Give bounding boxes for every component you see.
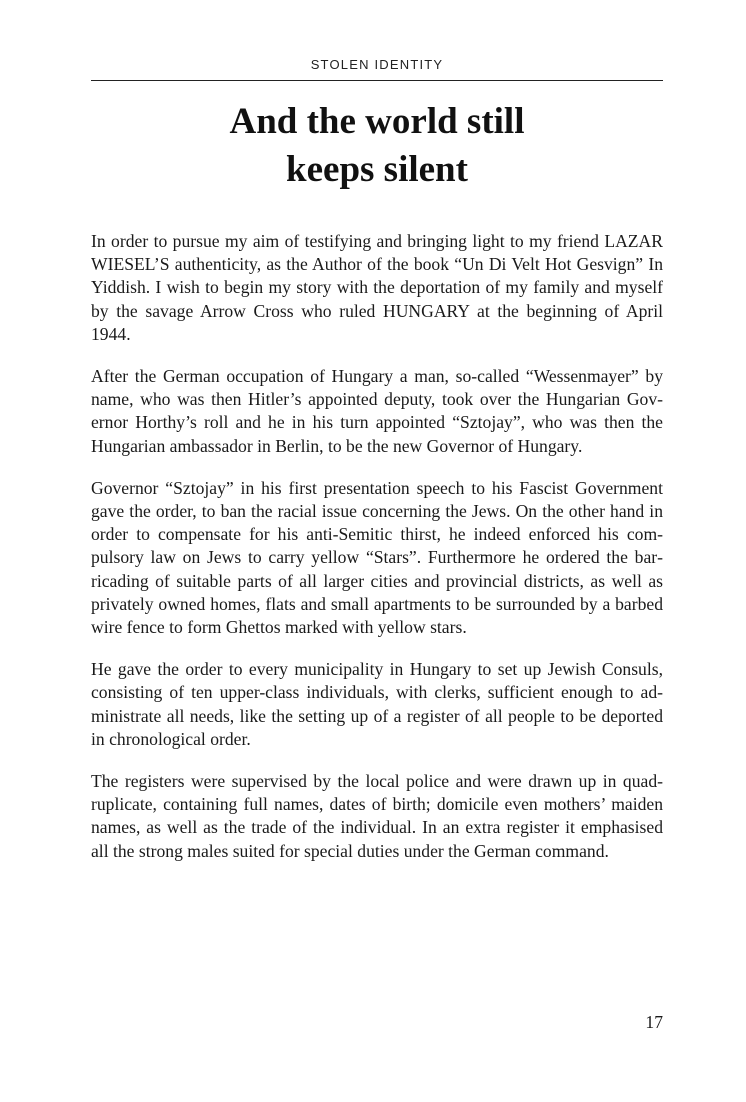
chapter-title-line-2: keeps silent: [286, 149, 468, 190]
chapter-title-line-1: And the world still: [229, 101, 525, 142]
paragraph-4: He gave the order to every municipality in Hungary to set up Jewish Consuls, consisting of ten upper-class individuals, with clerks, sufficient enough to administrate all needs, like the setting up of a register of all people to be deported in chronological order.: [91, 659, 663, 749]
paragraph-3: Governor “Sztojay” in his first presentation speech to his Fascist Government gave the order, to ban the racial issue concerning the Jews. On the other hand in order to compensate for his anti-Semitic thirst, he indeed enforced his compulsory law on Jews to carry yellow “Stars”. Furthermore he ordered the barricading of suitable parts of all larger cities and provincial districts, as well as privately owned homes, flats and small apartments to be surrounded by a barbed wire fence to form Ghettos marked with yellow stars.: [91, 477, 663, 638]
paragraph-1: In order to pursue my aim of testifying and bringing light to my friend LAZAR WIESEL’S authenticity, as the Author of the book “Un Di Velt Hot Gesvign” In Yiddish. I wish to begin my story with the deportation of my family and myself by the savage Arrow Cross who ruled HUNGARY at the beginning of April 1944.: [91, 231, 663, 344]
body-text: [91, 230, 663, 882]
running-head: STOLEN IDENTITY: [310, 57, 444, 72]
chapter-title: [91, 98, 663, 194]
paragraph-5: The registers were supervised by the local police and were drawn up in quadruplicate, containing full names, dates of birth; domicile even mothers’ maiden names, as well as the trade of the individual. In an extra register it emphasised all the strong males suited for special duties under the German command.: [91, 771, 663, 861]
page-number: 17: [645, 1012, 663, 1032]
paragraph-2: After the German occupation of Hungary a man, so-called “Wessenmayer” by name, who was then Hitler’s appointed deputy, took over the Hungarian Governor Horthy’s roll and he in his turn appointed “Sztojay”, who was then the Hungarian ambassador in Berlin, to be the new Governor of Hungary.: [91, 366, 663, 456]
header-rule: [91, 80, 663, 81]
